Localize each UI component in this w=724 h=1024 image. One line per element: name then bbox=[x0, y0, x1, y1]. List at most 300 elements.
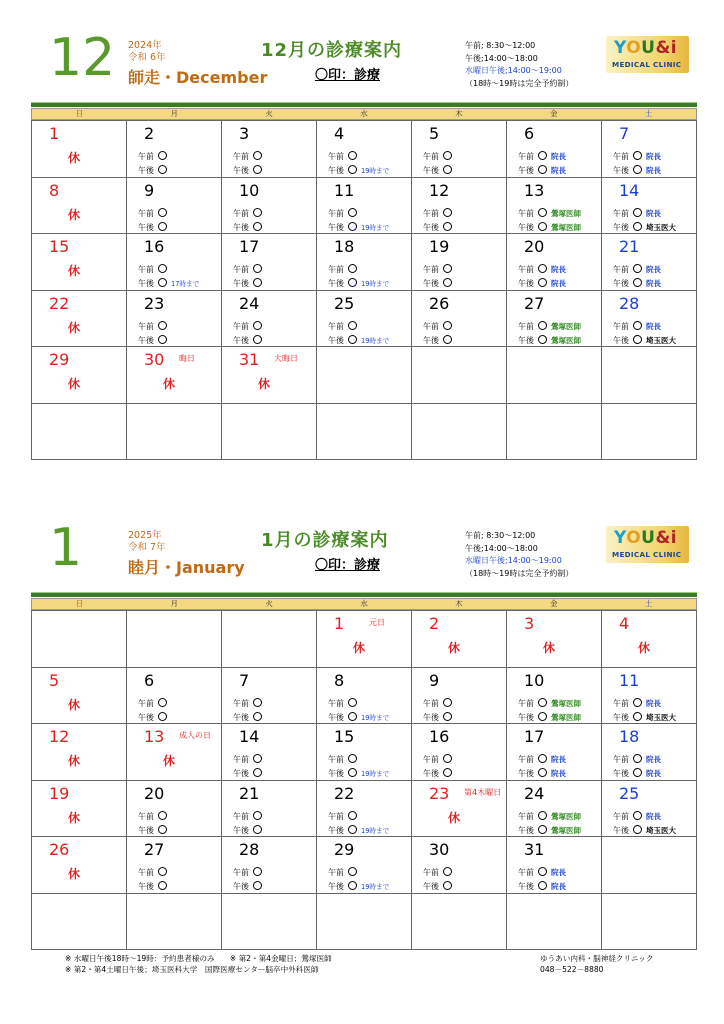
morning-label: 午前 bbox=[138, 208, 154, 218]
open-circle-icon bbox=[348, 278, 357, 287]
day-number: 6 bbox=[144, 670, 155, 690]
logo-wordmark bbox=[614, 38, 677, 58]
day-number: 28 bbox=[619, 293, 640, 313]
afternoon-session bbox=[233, 222, 262, 233]
afternoon-session bbox=[518, 335, 581, 346]
day-number: 26 bbox=[49, 840, 70, 859]
morning-session bbox=[613, 264, 661, 275]
day-number: 26 bbox=[429, 293, 450, 313]
morning-label: 午前 bbox=[233, 755, 249, 764]
morning-note: 院長 bbox=[646, 698, 661, 708]
day-number: 10 bbox=[524, 670, 545, 690]
morning-label: 午前 bbox=[233, 698, 249, 708]
open-circle-icon bbox=[158, 825, 167, 834]
open-circle-icon bbox=[253, 867, 262, 876]
morning-label: 午前 bbox=[518, 868, 534, 877]
open-circle-icon bbox=[348, 208, 357, 217]
morning-label: 午前 bbox=[423, 868, 439, 877]
open-circle-icon bbox=[348, 825, 357, 834]
morning-label: 午前 bbox=[613, 698, 629, 708]
afternoon-label: 午後 bbox=[423, 222, 439, 232]
morning-label: 午前 bbox=[423, 265, 439, 274]
day-number: 4 bbox=[619, 614, 630, 633]
day-cell bbox=[507, 121, 602, 178]
afternoon-label: 午後 bbox=[233, 825, 249, 835]
weekday-label: 火 bbox=[265, 109, 273, 118]
day-cell bbox=[507, 291, 602, 348]
morning-label: 午前 bbox=[233, 208, 249, 218]
open-circle-icon bbox=[538, 165, 547, 174]
holiday-label: 第4木曜日 bbox=[464, 787, 502, 797]
morning-session bbox=[138, 264, 167, 275]
open-circle-icon bbox=[253, 712, 262, 721]
open-circle-icon bbox=[253, 222, 262, 231]
open-circle-icon bbox=[633, 165, 642, 174]
week-row bbox=[32, 724, 697, 781]
morning-label: 午前 bbox=[138, 321, 154, 331]
afternoon-session bbox=[233, 825, 262, 836]
afternoon-session bbox=[423, 222, 452, 233]
morning-session bbox=[138, 151, 167, 162]
afternoon-session bbox=[138, 165, 167, 176]
afternoon-session bbox=[613, 825, 676, 836]
logo-letter: U bbox=[641, 528, 656, 548]
logo-subtitle: MEDICAL CLINIC bbox=[612, 60, 682, 69]
day-cell bbox=[412, 611, 507, 668]
afternoon-session bbox=[518, 222, 581, 233]
afternoon-label: 午後 bbox=[518, 335, 534, 345]
day-cell bbox=[602, 668, 697, 725]
logo-letter: &i bbox=[655, 38, 678, 58]
morning-note: 鶯塚医師 bbox=[551, 321, 581, 331]
closed-mark: 休 bbox=[163, 377, 176, 391]
year-label bbox=[128, 40, 166, 64]
day-cell bbox=[507, 234, 602, 291]
weekday-label: 日 bbox=[75, 599, 84, 608]
afternoon-session bbox=[613, 712, 676, 723]
calendar bbox=[31, 108, 697, 460]
closed-mark: 休 bbox=[68, 867, 81, 881]
hours-pm: 午後;14:00～18:00 bbox=[465, 53, 538, 63]
clinic-phone: 048－522－8880 bbox=[540, 965, 604, 974]
afternoon-label: 午後 bbox=[233, 222, 249, 232]
open-circle-icon bbox=[443, 321, 452, 330]
header-divider bbox=[31, 102, 697, 107]
afternoon-note: 埼玉医大 bbox=[646, 222, 676, 232]
open-circle-icon bbox=[158, 698, 167, 707]
empty-cell bbox=[507, 347, 602, 404]
morning-note: 鶯塚医師 bbox=[551, 208, 581, 218]
morning-session bbox=[423, 754, 452, 765]
logo-letter: O bbox=[626, 528, 642, 548]
afternoon-note: 19時まで bbox=[361, 336, 390, 345]
morning-note: 院長 bbox=[646, 208, 661, 218]
day-number: 23 bbox=[429, 783, 450, 803]
morning-label: 午前 bbox=[518, 208, 534, 218]
empty-cell bbox=[317, 894, 412, 951]
morning-note: 鶯塚医師 bbox=[551, 698, 581, 708]
open-circle-icon bbox=[538, 278, 547, 287]
empty-cell bbox=[412, 894, 507, 951]
closed-mark: 休 bbox=[258, 377, 271, 391]
clinic-logo bbox=[606, 526, 689, 563]
afternoon-session bbox=[233, 881, 262, 892]
era-year: 令和 6年 bbox=[128, 52, 166, 63]
morning-label: 午前 bbox=[328, 321, 344, 331]
afternoon-label: 午後 bbox=[518, 825, 534, 835]
month-header bbox=[31, 28, 697, 102]
morning-session bbox=[613, 754, 661, 765]
afternoon-session bbox=[518, 712, 581, 723]
morning-session bbox=[138, 208, 167, 219]
open-circle-icon bbox=[538, 712, 547, 721]
era-year: 令和 7年 bbox=[128, 542, 166, 553]
open-circle-icon bbox=[158, 278, 167, 287]
morning-note: 院長 bbox=[551, 868, 566, 877]
open-circle-icon bbox=[158, 811, 167, 820]
open-circle-icon bbox=[253, 768, 262, 777]
morning-label: 午前 bbox=[423, 321, 439, 331]
afternoon-note: 19時まで bbox=[361, 223, 390, 232]
holiday-label: 元日 bbox=[369, 618, 385, 627]
afternoon-session bbox=[423, 278, 452, 289]
clinic-name: ゆうあい内科・脳神経クリニック bbox=[540, 954, 654, 963]
afternoon-label: 午後 bbox=[328, 279, 344, 288]
afternoon-session bbox=[138, 881, 167, 892]
open-circle-icon bbox=[538, 768, 547, 777]
morning-label: 午前 bbox=[423, 755, 439, 764]
afternoon-label: 午後 bbox=[423, 335, 439, 345]
day-number: 11 bbox=[619, 670, 640, 690]
empty-cell bbox=[32, 611, 127, 668]
afternoon-session bbox=[423, 335, 452, 346]
header-divider bbox=[31, 592, 697, 597]
morning-session bbox=[138, 698, 167, 709]
morning-session bbox=[423, 321, 452, 332]
afternoon-note: 院長 bbox=[646, 769, 661, 778]
week-row bbox=[32, 121, 697, 178]
open-circle-icon bbox=[158, 335, 167, 344]
footer-clinic bbox=[540, 953, 653, 975]
morning-session bbox=[613, 208, 661, 219]
empty-cell bbox=[507, 404, 602, 461]
day-cell bbox=[412, 178, 507, 235]
afternoon-session bbox=[233, 335, 262, 346]
weekday-label: 土 bbox=[644, 109, 653, 118]
day-number: 30 bbox=[429, 840, 450, 859]
hours-am: 午前; 8:30～12:00 bbox=[465, 41, 536, 50]
afternoon-session bbox=[138, 278, 199, 289]
open-circle-icon bbox=[633, 768, 642, 777]
morning-label: 午前 bbox=[138, 811, 154, 821]
weekday-label: 月 bbox=[170, 599, 179, 608]
afternoon-label: 午後 bbox=[328, 825, 344, 835]
day-number: 2 bbox=[429, 614, 440, 633]
day-cell bbox=[317, 781, 412, 838]
morning-session bbox=[233, 698, 262, 709]
open-circle-icon bbox=[633, 278, 642, 287]
closed-mark: 休 bbox=[353, 641, 366, 655]
afternoon-note: 鶯塚医師 bbox=[551, 712, 581, 722]
day-number: 8 bbox=[334, 670, 345, 690]
morning-session bbox=[518, 811, 581, 822]
logo-wordmark bbox=[614, 528, 677, 548]
day-number: 6 bbox=[524, 124, 535, 143]
morning-label: 午前 bbox=[613, 811, 629, 821]
day-number: 27 bbox=[524, 293, 545, 313]
afternoon-session bbox=[328, 335, 389, 346]
day-number: 20 bbox=[144, 783, 165, 803]
morning-label: 午前 bbox=[613, 265, 629, 274]
open-circle-icon bbox=[253, 321, 262, 330]
closed-mark: 休 bbox=[448, 641, 461, 655]
morning-note: 院長 bbox=[551, 265, 566, 274]
footer-note-1: ※ 水曜日午後18時～19時：予約患者様のみ ※ 第2・第4金曜日；鶯塚医師 bbox=[65, 954, 332, 963]
open-circle-icon bbox=[253, 881, 262, 890]
afternoon-note: 埼玉医大 bbox=[646, 825, 676, 835]
afternoon-session bbox=[518, 825, 581, 836]
day-number: 20 bbox=[524, 237, 545, 256]
morning-session bbox=[328, 811, 357, 822]
day-number: 15 bbox=[49, 237, 70, 256]
open-circle-icon bbox=[253, 754, 262, 763]
afternoon-label: 午後 bbox=[138, 222, 154, 232]
open-circle-icon bbox=[253, 165, 262, 174]
day-cell bbox=[317, 291, 412, 348]
morning-label: 午前 bbox=[518, 698, 534, 708]
clinic-logo bbox=[606, 36, 689, 73]
afternoon-session bbox=[613, 768, 661, 779]
morning-note: 院長 bbox=[551, 152, 566, 161]
day-cell bbox=[32, 291, 127, 348]
clinic-hours bbox=[465, 40, 573, 90]
day-number: 15 bbox=[334, 727, 355, 746]
afternoon-label: 午後 bbox=[138, 335, 154, 345]
weekday-label: 土 bbox=[644, 599, 653, 608]
open-circle-icon bbox=[633, 321, 642, 330]
afternoon-note: 院長 bbox=[646, 279, 661, 288]
day-cell bbox=[602, 234, 697, 291]
open-circle-icon bbox=[348, 165, 357, 174]
morning-session bbox=[233, 321, 262, 332]
morning-note: 院長 bbox=[551, 755, 566, 764]
afternoon-label: 午後 bbox=[518, 166, 534, 175]
open-circle-icon bbox=[253, 825, 262, 834]
open-circle-icon bbox=[538, 321, 547, 330]
weekday-label: 金 bbox=[549, 109, 558, 118]
afternoon-session bbox=[423, 712, 452, 723]
afternoon-label: 午後 bbox=[138, 825, 154, 835]
hours-note: （18時～19時は完全予約制） bbox=[465, 568, 574, 578]
logo-subtitle: MEDICAL CLINIC bbox=[612, 550, 682, 559]
day-number: 27 bbox=[144, 840, 165, 859]
empty-cell bbox=[317, 347, 412, 404]
day-cell bbox=[412, 234, 507, 291]
day-number: 29 bbox=[334, 840, 355, 859]
day-cell bbox=[32, 781, 127, 838]
closed-mark: 休 bbox=[68, 264, 81, 278]
day-cell bbox=[127, 121, 222, 178]
day-number: 22 bbox=[49, 293, 70, 313]
open-circle-icon bbox=[443, 335, 452, 344]
morning-label: 午前 bbox=[328, 265, 344, 274]
day-number: 4 bbox=[334, 124, 345, 143]
open-circle-icon bbox=[633, 222, 642, 231]
open-circle-icon bbox=[443, 222, 452, 231]
day-cell bbox=[317, 611, 412, 668]
morning-label: 午前 bbox=[233, 811, 249, 821]
morning-session bbox=[518, 867, 566, 878]
weekday-header bbox=[31, 108, 697, 120]
month-header bbox=[31, 518, 697, 592]
day-number: 21 bbox=[239, 783, 260, 803]
open-circle-icon bbox=[633, 264, 642, 273]
legend: 〇印：診療 bbox=[315, 68, 381, 83]
morning-session bbox=[138, 321, 167, 332]
page-title: 12月の診療案内 bbox=[261, 40, 403, 61]
afternoon-session bbox=[328, 712, 389, 723]
day-number: 17 bbox=[524, 727, 545, 746]
day-number: 29 bbox=[49, 350, 70, 369]
open-circle-icon bbox=[538, 208, 547, 217]
week-row bbox=[32, 347, 697, 404]
month-section bbox=[31, 518, 697, 891]
afternoon-label: 午後 bbox=[613, 769, 629, 778]
open-circle-icon bbox=[348, 881, 357, 890]
footer-notes bbox=[65, 953, 332, 975]
closed-mark: 休 bbox=[68, 754, 81, 768]
closed-mark: 休 bbox=[68, 697, 81, 712]
weekday-label: 金 bbox=[549, 599, 558, 608]
open-circle-icon bbox=[633, 811, 642, 820]
day-cell bbox=[32, 234, 127, 291]
afternoon-label: 午後 bbox=[613, 222, 629, 232]
morning-label: 午前 bbox=[613, 755, 629, 764]
open-circle-icon bbox=[158, 321, 167, 330]
open-circle-icon bbox=[348, 768, 357, 777]
day-number: 1 bbox=[334, 614, 345, 633]
day-cell bbox=[317, 837, 412, 894]
empty-cell bbox=[602, 347, 697, 404]
morning-session bbox=[328, 321, 357, 332]
morning-note: 鶯塚医師 bbox=[551, 811, 581, 821]
morning-session bbox=[423, 264, 452, 275]
morning-session bbox=[233, 264, 262, 275]
morning-label: 午前 bbox=[518, 321, 534, 331]
open-circle-icon bbox=[633, 712, 642, 721]
open-circle-icon bbox=[538, 754, 547, 763]
morning-note: 院長 bbox=[646, 811, 661, 821]
day-cell bbox=[32, 837, 127, 894]
month-name: 師走・December bbox=[128, 68, 268, 87]
open-circle-icon bbox=[158, 222, 167, 231]
empty-cell bbox=[32, 404, 127, 461]
morning-label: 午前 bbox=[328, 755, 344, 764]
day-cell bbox=[507, 611, 602, 668]
afternoon-label: 午後 bbox=[138, 712, 154, 722]
day-cell bbox=[602, 611, 697, 668]
day-cell bbox=[602, 291, 697, 348]
calendar-grid bbox=[31, 610, 697, 950]
morning-session bbox=[423, 151, 452, 162]
day-cell bbox=[127, 781, 222, 838]
afternoon-note: 鶯塚医師 bbox=[551, 222, 581, 232]
afternoon-session bbox=[613, 222, 676, 233]
afternoon-label: 午後 bbox=[518, 279, 534, 288]
hours-am: 午前; 8:30～12:00 bbox=[465, 531, 536, 540]
day-cell bbox=[507, 668, 602, 725]
day-number: 17 bbox=[239, 237, 260, 256]
morning-label: 午前 bbox=[138, 868, 154, 877]
morning-label: 午前 bbox=[328, 868, 344, 877]
day-number: 28 bbox=[239, 840, 260, 859]
afternoon-note: 埼玉医大 bbox=[646, 712, 676, 722]
day-number: 5 bbox=[429, 124, 440, 143]
afternoon-note: 鶯塚医師 bbox=[551, 335, 581, 345]
afternoon-label: 午後 bbox=[423, 166, 439, 175]
afternoon-note: 19時まで bbox=[361, 280, 390, 288]
open-circle-icon bbox=[158, 867, 167, 876]
morning-label: 午前 bbox=[613, 152, 629, 161]
open-circle-icon bbox=[538, 264, 547, 273]
afternoon-label: 午後 bbox=[613, 712, 629, 722]
day-number: 19 bbox=[49, 783, 70, 803]
morning-session bbox=[138, 867, 167, 878]
day-cell bbox=[222, 121, 317, 178]
day-number: 13 bbox=[144, 727, 165, 746]
afternoon-session bbox=[423, 881, 452, 892]
morning-session bbox=[423, 698, 452, 709]
day-number: 18 bbox=[619, 727, 640, 746]
day-number: 21 bbox=[619, 237, 640, 256]
holiday-label: 晦日 bbox=[179, 354, 195, 363]
open-circle-icon bbox=[538, 867, 547, 876]
month-number: 1 bbox=[49, 518, 83, 578]
morning-session bbox=[518, 321, 581, 332]
day-number: 18 bbox=[334, 237, 355, 256]
hours-pm: 午後;14:00～18:00 bbox=[465, 543, 538, 553]
afternoon-label: 午後 bbox=[613, 279, 629, 288]
afternoon-note: 19時まで bbox=[361, 770, 390, 778]
closed-mark: 休 bbox=[68, 377, 81, 391]
morning-session bbox=[328, 208, 357, 219]
empty-cell bbox=[412, 347, 507, 404]
open-circle-icon bbox=[538, 698, 547, 707]
afternoon-label: 午後 bbox=[423, 769, 439, 778]
afternoon-label: 午後 bbox=[328, 882, 344, 891]
empty-cell bbox=[602, 837, 697, 894]
day-cell bbox=[412, 291, 507, 348]
empty-cell bbox=[507, 894, 602, 951]
morning-label: 午前 bbox=[328, 152, 344, 161]
empty-cell bbox=[602, 404, 697, 461]
afternoon-note: 院長 bbox=[551, 769, 566, 778]
day-cell bbox=[317, 234, 412, 291]
open-circle-icon bbox=[538, 881, 547, 890]
morning-label: 午前 bbox=[518, 152, 534, 161]
morning-session bbox=[233, 208, 262, 219]
day-number: 3 bbox=[239, 124, 250, 143]
morning-session bbox=[613, 321, 661, 332]
morning-session bbox=[518, 264, 566, 275]
afternoon-session bbox=[233, 278, 262, 289]
open-circle-icon bbox=[633, 335, 642, 344]
month-section bbox=[31, 28, 697, 391]
open-circle-icon bbox=[348, 867, 357, 876]
western-year: 2025年 bbox=[128, 530, 162, 541]
morning-label: 午前 bbox=[423, 208, 439, 218]
closed-mark: 休 bbox=[543, 641, 556, 655]
